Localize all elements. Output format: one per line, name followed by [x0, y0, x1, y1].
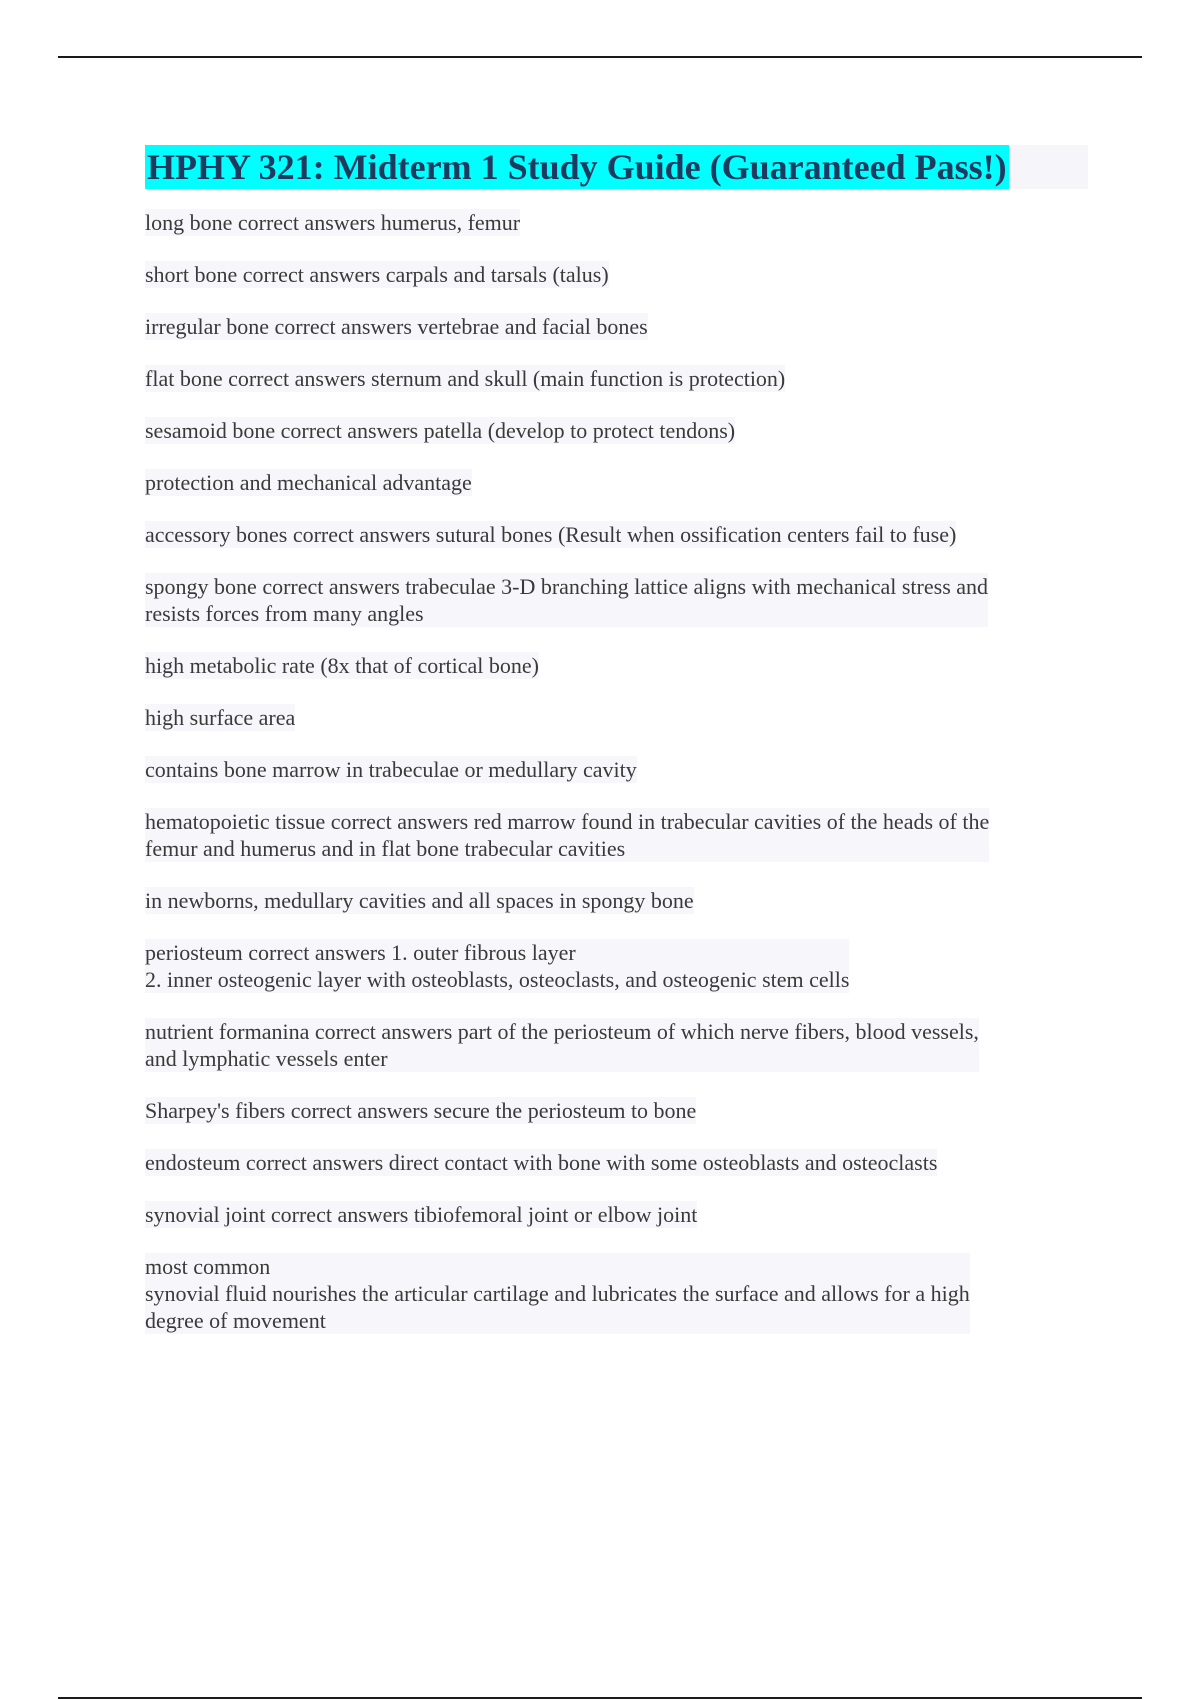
top-divider [58, 56, 1142, 58]
bottom-divider [58, 1697, 1142, 1699]
study-entry: protection and mechanical advantage [145, 470, 472, 495]
study-entry: contains bone marrow in trabeculae or medullary cavity [145, 757, 637, 782]
document-title: HPHY 321: Midterm 1 Study Guide (Guaranteed Pass!) [147, 147, 1007, 187]
study-entry: high metabolic rate (8x that of cortical bone) [145, 653, 540, 678]
study-entry: periosteum correct answers 1. outer fibrous layer 2. inner osteogenic layer with osteoblasts, osteoclasts, and osteogenic stem cells [145, 940, 850, 992]
study-entry: nutrient formanina correct answers part of the periosteum of which nerve fibers, blood vessels, and lymphatic vessels enter [145, 1019, 979, 1071]
study-entry: long bone correct answers humerus, femur [145, 210, 521, 235]
study-entry: synovial joint correct answers tibiofemoral joint or elbow joint [145, 1202, 698, 1227]
study-entry: high surface area [145, 705, 296, 730]
study-entry: irregular bone correct answers vertebrae and facial bones [145, 314, 648, 339]
study-entry: hematopoietic tissue correct answers red marrow found in trabecular cavities of the heads of the femur and humerus and in flat bone trabecular cavities [145, 809, 990, 861]
study-entry: short bone correct answers carpals and tarsals (talus) [145, 262, 609, 287]
document-body [145, 145, 1085, 1359]
title-band [145, 145, 1088, 189]
study-entry: spongy bone correct answers trabeculae 3-D branching lattice aligns with mechanical stress and resists forces from many angles [145, 574, 989, 626]
study-entry: accessory bones correct answers sutural bones (Result when ossification centers fail to fuse) [145, 522, 957, 547]
study-entry: Sharpey's fibers correct answers secure the periosteum to bone [145, 1098, 697, 1123]
study-entry: in newborns, medullary cavities and all spaces in spongy bone [145, 888, 694, 913]
study-entry: most common synovial fluid nourishes the articular cartilage and lubricates the surface and allows for a high degree of movement [145, 1254, 970, 1333]
study-entry: flat bone correct answers sternum and skull (main function is protection) [145, 366, 786, 391]
study-entry: endosteum correct answers direct contact with bone with some osteoblasts and osteoclasts [145, 1150, 938, 1175]
study-entry: sesamoid bone correct answers patella (develop to protect tendons) [145, 418, 736, 443]
